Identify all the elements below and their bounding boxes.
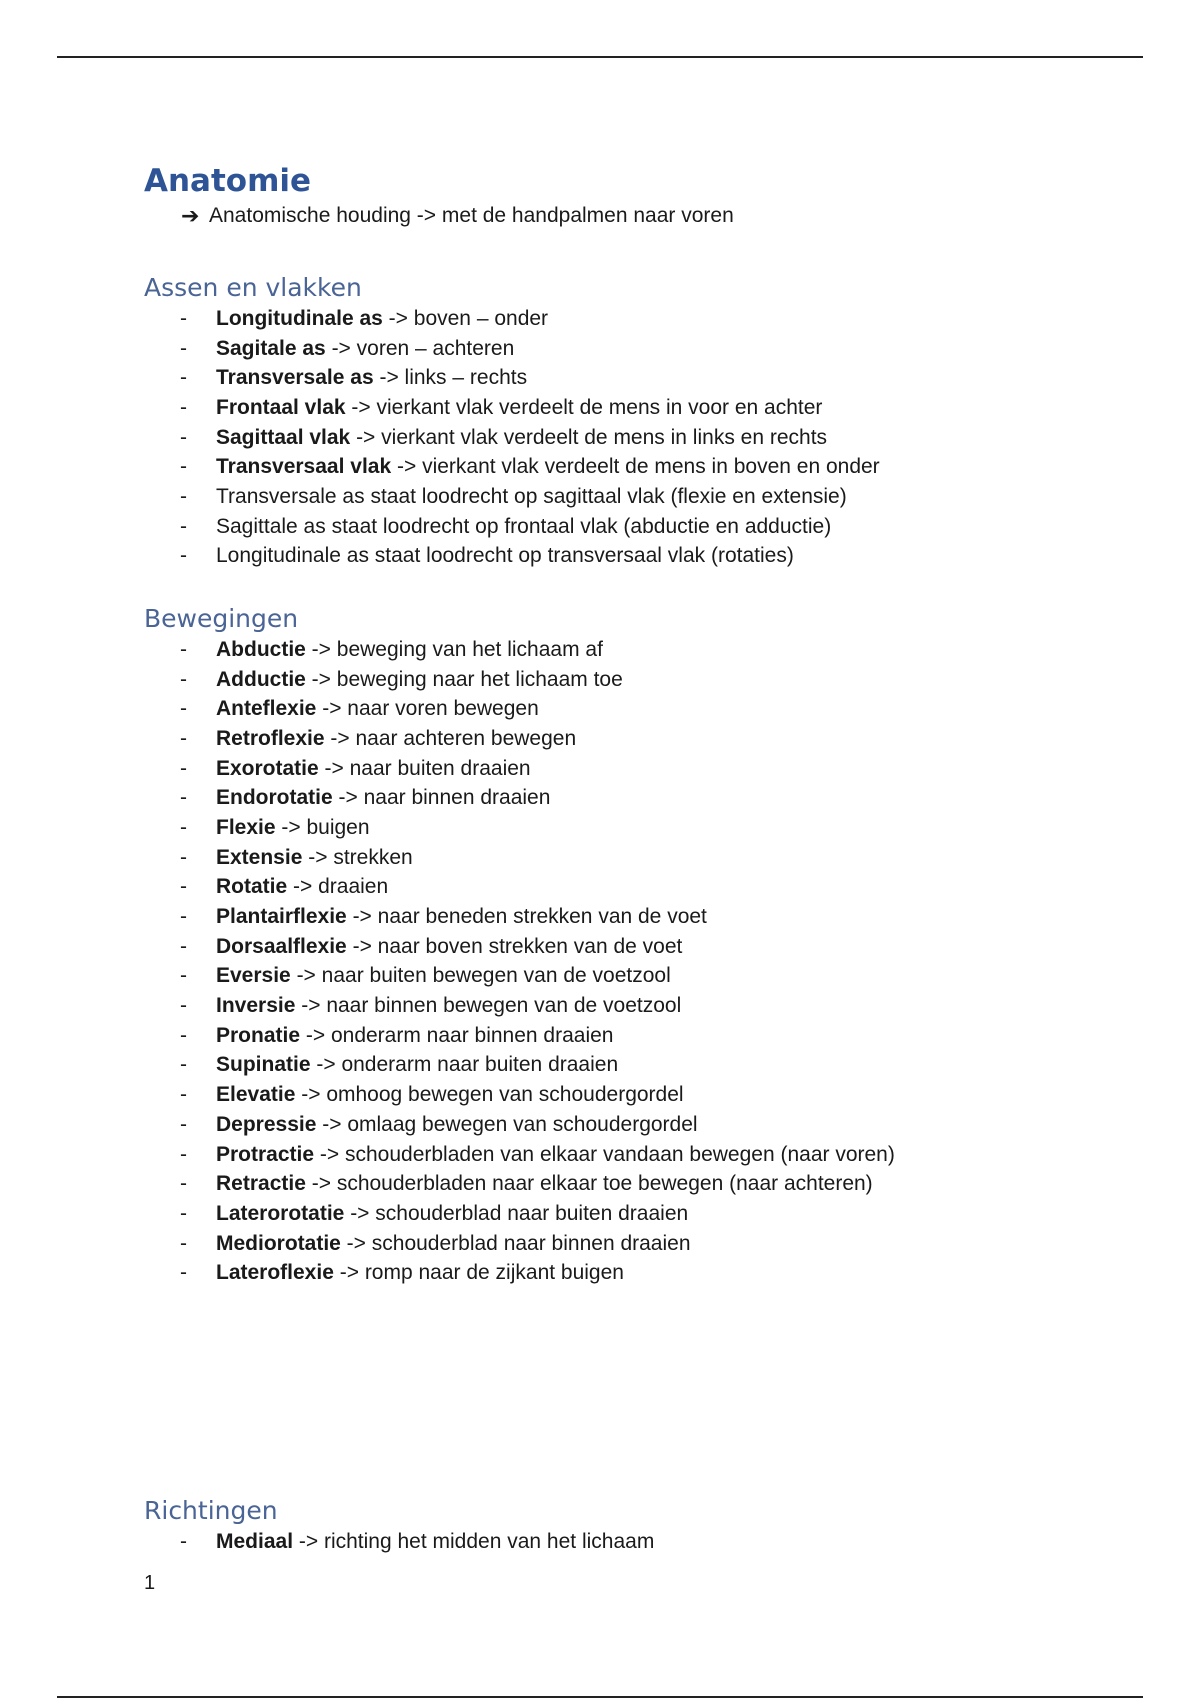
bullet-dash: - bbox=[180, 425, 187, 449]
item-term: Plantairflexie bbox=[216, 905, 347, 929]
item-text: Extensie -> strekken bbox=[216, 845, 413, 869]
list-item bbox=[144, 843, 895, 873]
list-item bbox=[144, 902, 895, 932]
section-richtingen bbox=[144, 1495, 654, 1557]
bullet-dash: - bbox=[180, 1083, 187, 1107]
item-text: Adductie -> beweging naar het lichaam toe bbox=[216, 667, 623, 691]
list-item bbox=[144, 452, 880, 482]
list-item bbox=[144, 962, 895, 992]
bullet-dash: - bbox=[180, 726, 187, 750]
list-item bbox=[144, 694, 895, 724]
bullet-list bbox=[144, 635, 895, 1288]
bullet-dash: - bbox=[180, 1053, 187, 1077]
list-item bbox=[144, 1258, 895, 1288]
item-term: Dorsaalflexie bbox=[216, 934, 347, 958]
right-arrow-icon: ➔ bbox=[181, 203, 200, 228]
list-item bbox=[144, 813, 895, 843]
list-item bbox=[144, 783, 895, 813]
bullet-dash: - bbox=[180, 1142, 187, 1166]
list-item bbox=[144, 363, 880, 393]
header-rule bbox=[57, 56, 1143, 58]
item-term: Protractie bbox=[216, 1142, 315, 1166]
bullet-dash: - bbox=[180, 756, 187, 780]
item-term: Transversale as bbox=[216, 366, 374, 390]
item-term: Supinatie bbox=[216, 1053, 311, 1077]
list-item bbox=[144, 1021, 895, 1051]
bullet-dash: - bbox=[180, 1023, 187, 1047]
list-item bbox=[144, 754, 895, 784]
item-text: Laterorotatie -> schouderblad naar buiten draaien bbox=[216, 1201, 689, 1225]
list-item bbox=[144, 542, 880, 572]
bullet-dash: - bbox=[180, 484, 187, 508]
bullet-dash: - bbox=[180, 544, 187, 568]
list-item bbox=[144, 1527, 654, 1557]
bullet-dash: - bbox=[180, 786, 187, 810]
bullet-dash: - bbox=[180, 964, 187, 988]
item-term: Exorotatie bbox=[216, 756, 319, 780]
item-term: Pronatie bbox=[216, 1023, 301, 1047]
list-item bbox=[144, 724, 895, 754]
item-term: Mediaal bbox=[216, 1529, 294, 1553]
item-text: Plantairflexie -> naar beneden strekken van de voet bbox=[216, 905, 707, 929]
bullet-dash: - bbox=[180, 905, 187, 929]
item-term: Lateroflexie bbox=[216, 1261, 334, 1285]
list-item bbox=[144, 1229, 895, 1259]
item-term: Laterorotatie bbox=[216, 1201, 345, 1225]
list-item bbox=[144, 393, 880, 423]
item-text: Retractie -> schouderbladen naar elkaar toe bewegen (naar achteren) bbox=[216, 1172, 873, 1196]
bullet-dash: - bbox=[180, 1172, 187, 1196]
item-text: Depressie -> omlaag bewegen van schoudergordel bbox=[216, 1112, 698, 1136]
item-term: Frontaal vlak bbox=[216, 395, 346, 419]
bullet-dash: - bbox=[180, 994, 187, 1018]
item-term: Abductie bbox=[216, 637, 306, 661]
item-text: Mediorotatie -> schouderblad naar binnen draaien bbox=[216, 1231, 691, 1255]
section-heading: Bewegingen bbox=[144, 604, 299, 633]
item-text: Elevatie -> omhoog bewegen van schoudergordel bbox=[216, 1083, 684, 1107]
document-body bbox=[144, 160, 1044, 230]
bullet-dash: - bbox=[180, 875, 187, 899]
item-text: Mediaal -> richting het midden van het lichaam bbox=[216, 1529, 655, 1553]
item-text: Sagittale as staat loodrecht op frontaal vlak (abductie en adductie) bbox=[216, 514, 832, 538]
item-term: Mediorotatie bbox=[216, 1231, 341, 1255]
page-number: 1 bbox=[144, 1572, 156, 1594]
bullet-dash: - bbox=[180, 1261, 187, 1285]
list-item bbox=[144, 873, 895, 903]
bullet-dash: - bbox=[180, 366, 187, 390]
list-item bbox=[144, 1140, 895, 1170]
list-item bbox=[144, 665, 895, 695]
item-term: Sagittaal vlak bbox=[216, 425, 351, 449]
item-text: Sagittaal vlak -> vierkant vlak verdeelt de mens in links en rechts bbox=[216, 425, 828, 449]
bullet-dash: - bbox=[180, 1529, 187, 1553]
item-text: Inversie -> naar binnen bewegen van de voetzool bbox=[216, 994, 682, 1018]
item-text: Flexie -> buigen bbox=[216, 815, 370, 839]
page-title: Anatomie bbox=[144, 163, 312, 199]
item-term: Longitudinale as bbox=[216, 306, 383, 330]
list-item bbox=[144, 1199, 895, 1229]
item-term: Depressie bbox=[216, 1112, 317, 1136]
item-text: Transversale as -> links – rechts bbox=[216, 366, 528, 390]
bullet-list bbox=[144, 1527, 654, 1557]
item-term: Endorotatie bbox=[216, 786, 333, 810]
bullet-dash: - bbox=[180, 667, 187, 691]
bullet-dash: - bbox=[180, 815, 187, 839]
item-text: Supinatie -> onderarm naar buiten draaien bbox=[216, 1053, 619, 1077]
bullet-list bbox=[144, 304, 880, 571]
bullet-dash: - bbox=[180, 455, 187, 479]
bullet-dash: - bbox=[180, 1112, 187, 1136]
item-term: Adductie bbox=[216, 667, 306, 691]
section-assen-en-vlakken bbox=[144, 272, 880, 571]
item-text: Transversaal vlak -> vierkant vlak verdeelt de mens in boven en onder bbox=[216, 455, 880, 479]
item-term: Extensie bbox=[216, 845, 303, 869]
item-term: Eversie bbox=[216, 964, 291, 988]
list-item bbox=[144, 423, 880, 453]
item-term: Inversie bbox=[216, 994, 296, 1018]
list-item bbox=[144, 334, 880, 364]
list-item bbox=[144, 512, 880, 542]
bullet-dash: - bbox=[180, 514, 187, 538]
item-text: Abductie -> beweging van het lichaam af bbox=[216, 637, 603, 661]
item-term: Rotatie bbox=[216, 875, 288, 899]
item-text: Endorotatie -> naar binnen draaien bbox=[216, 786, 551, 810]
bullet-dash: - bbox=[180, 934, 187, 958]
item-text: Frontaal vlak -> vierkant vlak verdeelt de mens in voor en achter bbox=[216, 395, 823, 419]
bullet-dash: - bbox=[180, 1201, 187, 1225]
intro-text: Anatomische houding -> met de handpalmen naar voren bbox=[209, 204, 734, 227]
item-text: Dorsaalflexie -> naar boven strekken van de voet bbox=[216, 934, 683, 958]
list-item bbox=[144, 482, 880, 512]
item-text: Anteflexie -> naar voren bewegen bbox=[216, 697, 539, 721]
item-term: Retractie bbox=[216, 1172, 306, 1196]
intro-line bbox=[181, 202, 1044, 230]
item-text: Retroflexie -> naar achteren bewegen bbox=[216, 726, 577, 750]
item-text: Pronatie -> onderarm naar binnen draaien bbox=[216, 1023, 614, 1047]
section-bewegingen bbox=[144, 603, 895, 1288]
item-text: Rotatie -> draaien bbox=[216, 875, 389, 899]
section-heading: Richtingen bbox=[144, 1496, 278, 1525]
item-term: Transversaal vlak bbox=[216, 455, 392, 479]
list-item bbox=[144, 932, 895, 962]
bullet-dash: - bbox=[180, 395, 187, 419]
item-text: Exorotatie -> naar buiten draaien bbox=[216, 756, 531, 780]
item-text: Lateroflexie -> romp naar de zijkant buigen bbox=[216, 1261, 624, 1285]
item-term: Sagitale as bbox=[216, 336, 326, 360]
bullet-dash: - bbox=[180, 697, 187, 721]
bullet-dash: - bbox=[180, 306, 187, 330]
item-term: Flexie bbox=[216, 815, 276, 839]
footer-rule bbox=[57, 1696, 1143, 1698]
list-item bbox=[144, 635, 895, 665]
section-heading: Assen en vlakken bbox=[144, 273, 362, 302]
bullet-dash: - bbox=[180, 845, 187, 869]
list-item bbox=[144, 1080, 895, 1110]
list-item bbox=[144, 1169, 895, 1199]
list-item bbox=[144, 1051, 895, 1081]
list-item bbox=[144, 1110, 895, 1140]
bullet-dash: - bbox=[180, 637, 187, 661]
item-text: Sagitale as -> voren – achteren bbox=[216, 336, 515, 360]
list-item bbox=[144, 991, 895, 1021]
item-term: Elevatie bbox=[216, 1083, 296, 1107]
bullet-dash: - bbox=[180, 336, 187, 360]
item-text: Eversie -> naar buiten bewegen van de voetzool bbox=[216, 964, 671, 988]
bullet-dash: - bbox=[180, 1231, 187, 1255]
item-text: Longitudinale as staat loodrecht op transversaal vlak (rotaties) bbox=[216, 544, 794, 568]
item-text: Transversale as staat loodrecht op sagittaal vlak (flexie en extensie) bbox=[216, 484, 847, 508]
list-item bbox=[144, 304, 880, 334]
item-term: Retroflexie bbox=[216, 726, 325, 750]
item-term: Anteflexie bbox=[216, 697, 317, 721]
item-text: Longitudinale as -> boven – onder bbox=[216, 306, 549, 330]
item-text: Protractie -> schouderbladen van elkaar vandaan bewegen (naar voren) bbox=[216, 1142, 895, 1166]
